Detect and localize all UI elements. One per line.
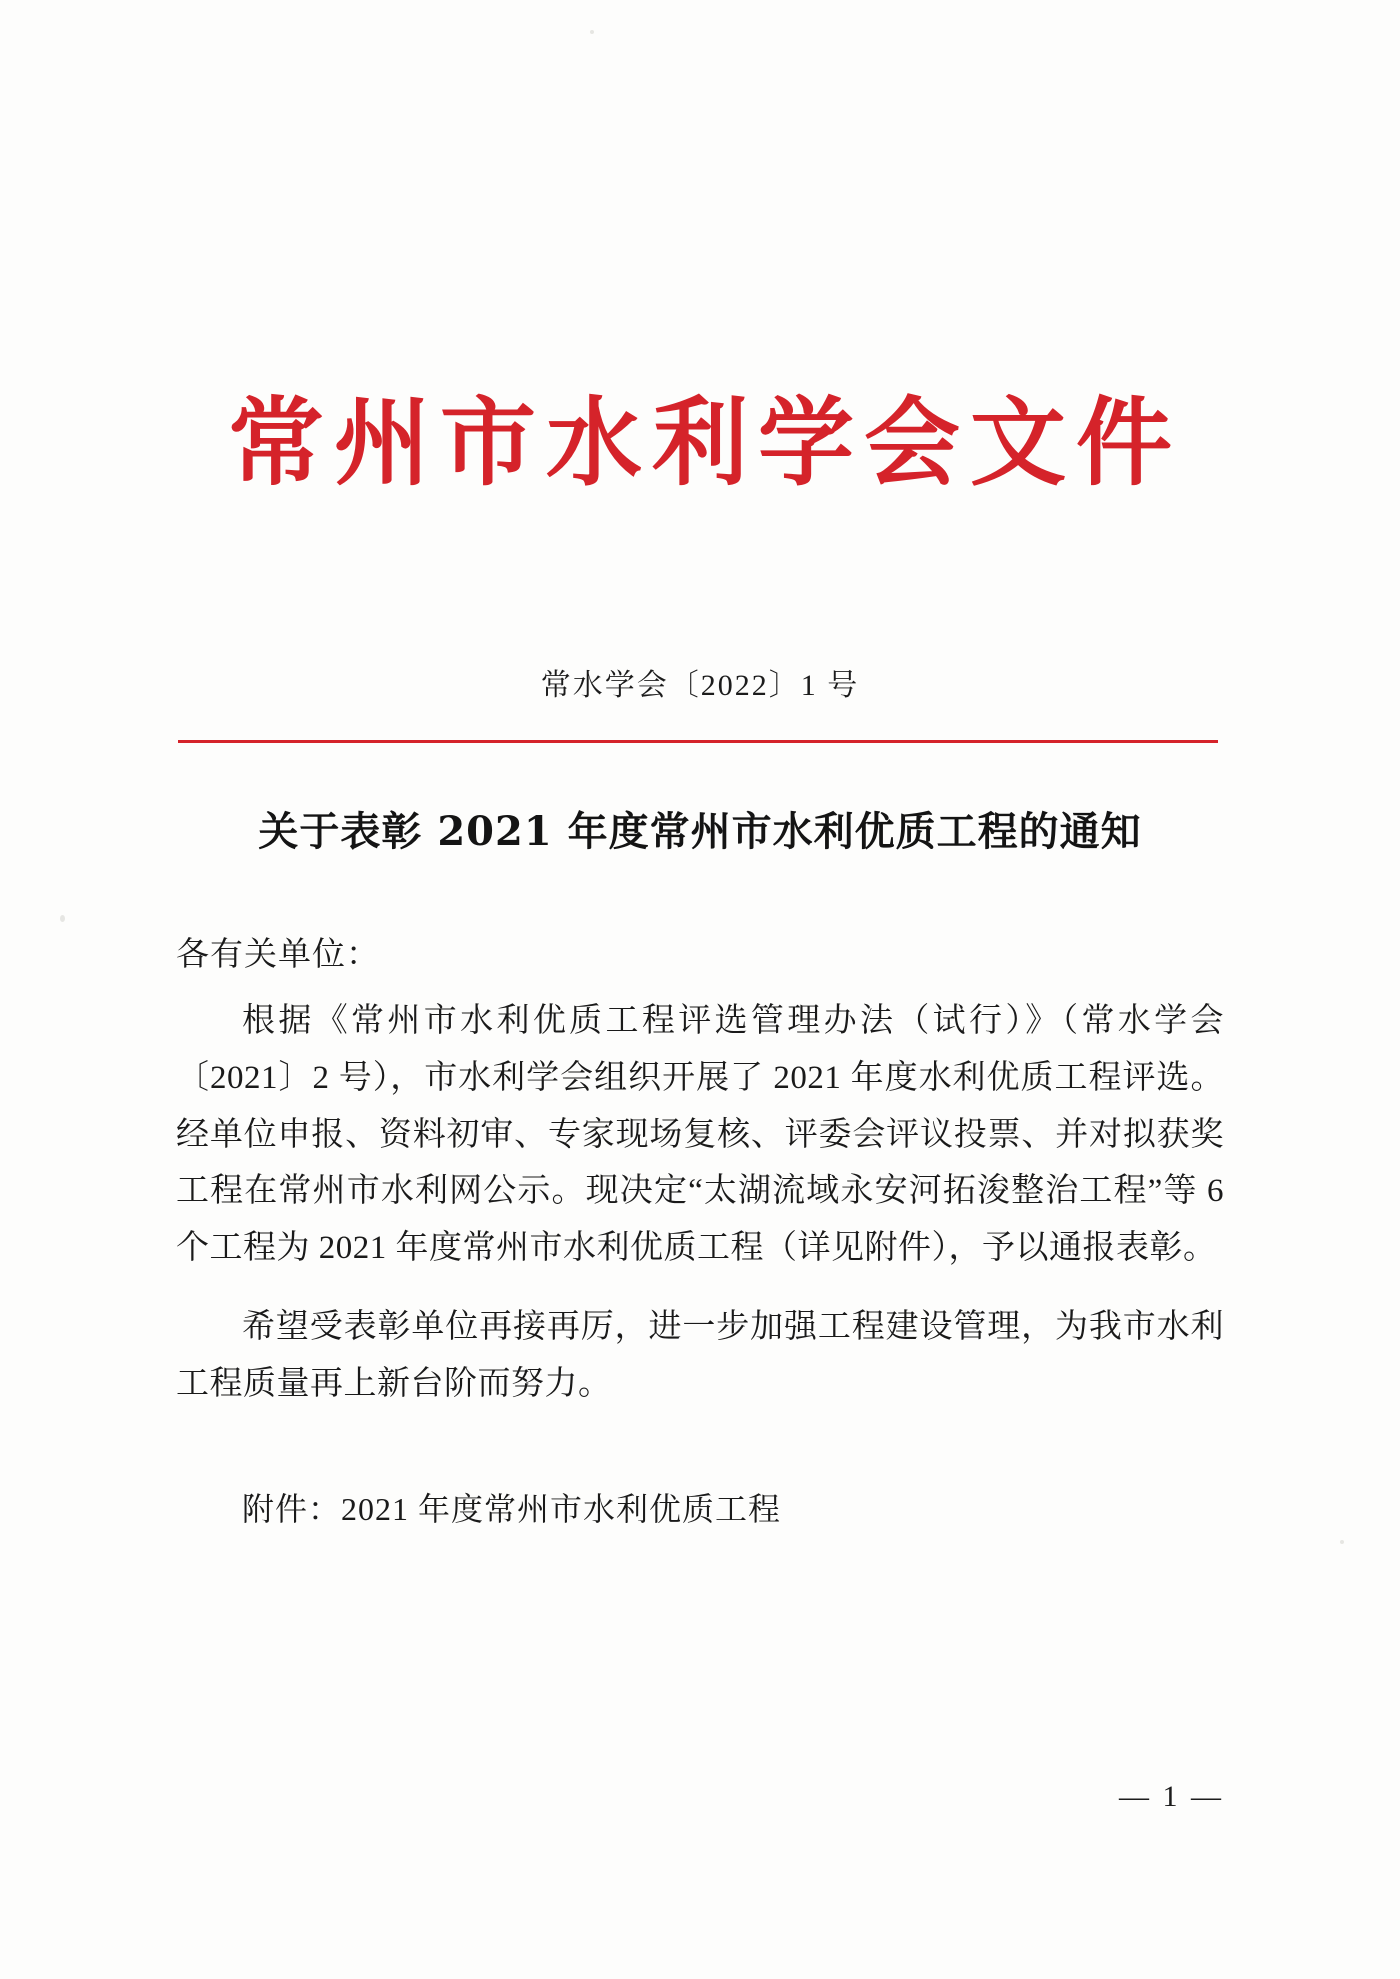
- document-number: 常水学会〔2022〕1 号: [540, 669, 860, 702]
- masthead: [0, 386, 1400, 499]
- scan-speck: [1340, 1540, 1344, 1544]
- scan-speck: [590, 30, 594, 34]
- body-paragraph-1: 根据《常州市水利优质工程评选管理办法（试行）》（常水学会〔2021〕2 号），市水利学会组织开展了 2021 年度水利优质工程评选。经单位申报、资料初审、专家现场复核、评委会评议投票、并对拟获奖工程在常州市水利网公示。现决定“太湖流域永安河拓浚整治工程”等 6 个工程为 2021 年度常州市水利优质工程（详见附件），予以通报表彰。: [176, 1003, 1224, 1267]
- body-paragraph-2: 希望受表彰单位再接再厉，进一步加强工程建设管理，为我市水利工程质量再上新台阶而努力。: [176, 1308, 1224, 1402]
- red-divider-rule: [178, 740, 1218, 743]
- page-title: 关于表彰 2021 年度常州市水利优质工程的通知: [258, 808, 1142, 855]
- attachment-note: 附件：2021 年度常州市水利优质工程: [242, 1491, 782, 1528]
- scan-speck: [60, 915, 65, 922]
- salutation: 各有关单位：: [176, 937, 380, 973]
- masthead-title: 常州市水利学会文件: [228, 386, 1182, 499]
- document-body: [176, 930, 1224, 1536]
- page-number: — 1 —: [1119, 1780, 1224, 1813]
